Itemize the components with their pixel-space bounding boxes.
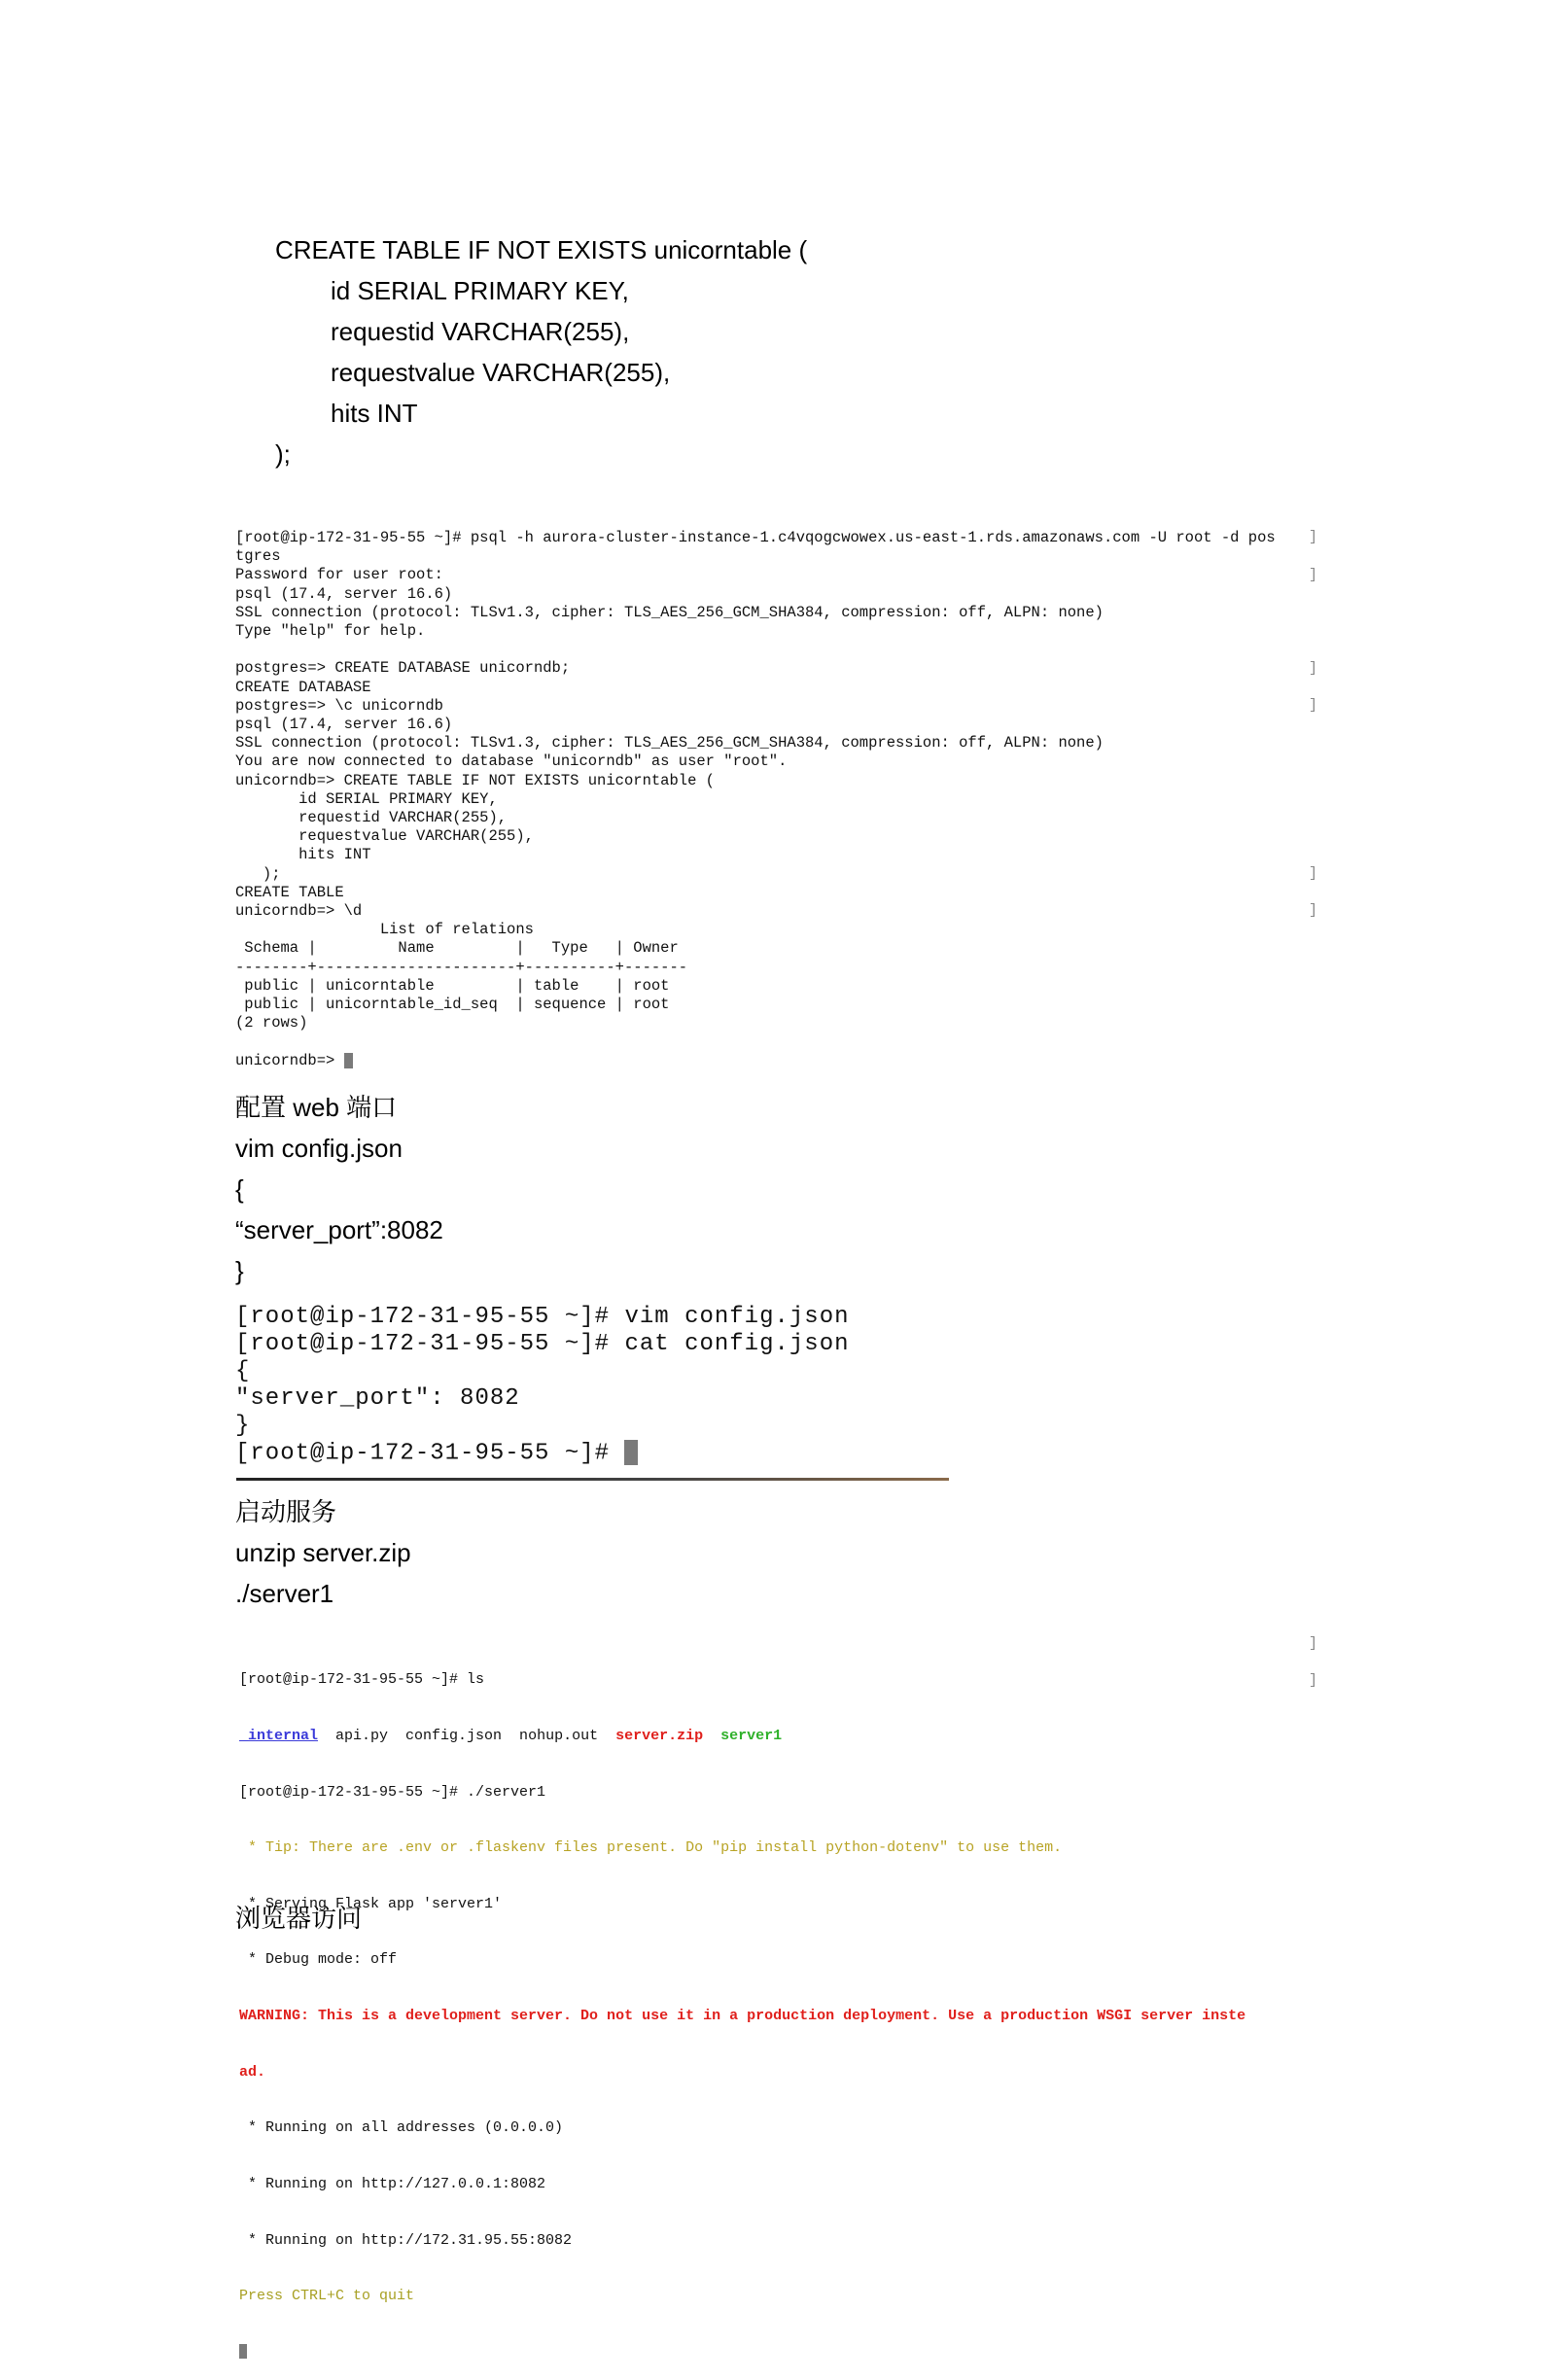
terminal-line: [root@ip-172-31-95-55 ~]# cat config.json: [235, 1331, 850, 1357]
terminal-line: unicorndb=> CREATE TABLE IF NOT EXISTS unicorntable (: [235, 771, 715, 789]
sql-line-5: hits INT: [331, 399, 418, 428]
terminal-cursor: [624, 1440, 638, 1465]
terminal-line: "server_port": 8082: [235, 1385, 520, 1412]
terminal-output: [235, 529, 1276, 1070]
sql-line-6: );: [275, 439, 291, 469]
command-vim-config: vim config.json: [235, 1134, 403, 1163]
terminal-line-serving: * Serving Flask app 'server1': [239, 1895, 503, 1912]
terminal-screenshot-psql: [235, 513, 1320, 1072]
json-open-brace: {: [235, 1174, 244, 1204]
terminal-line: [root@ip-172-31-95-55 ~]# psql -h aurora-cluster-instance-1.c4vqogcwowex.us-east-1.rds.amazonaws.com -U root -d pos: [235, 529, 1276, 546]
sql-line-1: CREATE TABLE IF NOT EXISTS unicorntable (: [275, 235, 808, 264]
terminal-line: [235, 641, 1276, 659]
terminal-line-debug: * Debug mode: off: [239, 1951, 398, 1969]
terminal-line: --------+----------------------+----------+-------: [235, 958, 688, 976]
terminal-line: requestvalue VARCHAR(255),: [235, 827, 534, 846]
command-unzip: unzip server.zip: [235, 1538, 411, 1567]
terminal-line-run: [root@ip-172-31-95-55 ~]# ./server1: [239, 1783, 546, 1801]
terminal-line-running-local: * Running on http://127.0.0.1:8082: [239, 2175, 546, 2192]
terminal-line: [root@ip-172-31-95-55 ~]#: [235, 1440, 850, 1467]
section-heading-browser-access: 浏览器访问: [235, 1904, 363, 1933]
terminal-line-press-ctrl-c: Press CTRL+C to quit: [239, 2288, 415, 2305]
terminal-screenshot-config: [235, 1286, 955, 1481]
terminal-line: SSL connection (protocol: TLSv1.3, cipher: TLS_AES_256_GCM_SHA384, compression: off, ALPN: none): [235, 734, 1104, 752]
terminal-line: postgres=> \c unicorndb: [235, 696, 443, 715]
terminal-line: hits INT: [235, 846, 371, 864]
sql-line-4: requestvalue VARCHAR(255),: [331, 358, 671, 387]
json-server-port: “server_port”:8082: [235, 1215, 443, 1244]
terminal-line: unicorndb=>: [235, 1052, 1276, 1070]
terminal-line: );: [235, 864, 281, 883]
terminal-line-running-all: * Running on all addresses (0.0.0.0): [239, 2119, 564, 2137]
terminal-cursor-line: [239, 2343, 1318, 2362]
terminal-output: [235, 1304, 850, 1467]
terminal-scroll-marker: ]: [1309, 529, 1318, 545]
sql-line-2: id SERIAL PRIMARY KEY,: [331, 276, 629, 305]
ls-item-internal: _internal: [239, 1728, 319, 1745]
terminal-line: requestid VARCHAR(255),: [235, 809, 508, 827]
terminal-line: postgres=> CREATE DATABASE unicorndb;: [235, 659, 571, 678]
command-run-server: ./server1: [235, 1579, 334, 1608]
terminal-scroll-marker: ]: [1309, 697, 1318, 714]
terminal-line: List of relations: [235, 921, 534, 939]
terminal-line-tip: * Tip: There are .env or .flaskenv files present. Do "pip install python-dotenv" to use them.: [239, 1839, 1063, 1857]
terminal-scroll-marker: ]: [1309, 902, 1318, 919]
terminal-line: CREATE DATABASE: [235, 678, 371, 696]
terminal-scroll-marker: ]: [1309, 1635, 1318, 1652]
terminal-line: tgres: [235, 547, 281, 566]
sql-line-3: requestid VARCHAR(255),: [331, 317, 630, 346]
ls-items-plain: api.py config.json nohup.out: [335, 1728, 599, 1745]
terminal-line: Password for user root:: [235, 566, 443, 584]
terminal-line: }: [235, 1413, 251, 1439]
terminal-line: {: [235, 1358, 251, 1384]
terminal-line: id SERIAL PRIMARY KEY,: [235, 789, 498, 808]
terminal-screenshot-server: [239, 1633, 1318, 2380]
terminal-line: [root@ip-172-31-95-55 ~]# vim config.json: [235, 1304, 850, 1330]
section-heading-start-service: 启动服务: [235, 1497, 337, 1526]
terminal-cursor: [239, 2344, 247, 2359]
terminal-line: [235, 1032, 1276, 1051]
terminal-scroll-marker: ]: [1309, 660, 1318, 677]
screenshot-bottom-border: [236, 1478, 949, 1481]
ls-item-server-zip: server.zip: [615, 1728, 704, 1745]
terminal-line: (2 rows): [235, 1014, 308, 1032]
section-heading-web-port: 配置 web 端口: [235, 1093, 398, 1122]
terminal-line-running-ip: * Running on http://172.31.95.55:8082: [239, 2231, 573, 2249]
terminal-line: Type "help" for help.: [235, 622, 426, 641]
json-close-brace: }: [235, 1256, 244, 1285]
terminal-scroll-marker: ]: [1309, 865, 1318, 882]
terminal-line-ls: [root@ip-172-31-95-55 ~]# ls: [239, 1671, 485, 1689]
terminal-line-warning-cont: ad.: [239, 2063, 266, 2081]
ls-item-server1: server1: [720, 1728, 783, 1745]
terminal-line-warning: WARNING: This is a development server. Do not use it in a production deployment. Use a production WSGI server inste: [239, 2008, 1246, 2025]
terminal-line: public | unicorntable_id_seq | sequence | root: [235, 996, 670, 1014]
terminal-cursor: [344, 1053, 353, 1068]
terminal-line: psql (17.4, server 16.6): [235, 716, 453, 734]
terminal-line-ls-output: [239, 1727, 1318, 1745]
terminal-line: unicorndb=> \d: [235, 902, 363, 921]
terminal-line: public | unicorntable | table | root: [235, 976, 670, 995]
terminal-scroll-marker: ]: [1309, 567, 1318, 583]
terminal-line: Schema | Name | Type | Owner: [235, 939, 679, 958]
terminal-line: You are now connected to database "unicorndb" as user "root".: [235, 752, 788, 771]
terminal-line: psql (17.4, server 16.6): [235, 584, 453, 603]
terminal-line: CREATE TABLE: [235, 883, 344, 901]
terminal-line: SSL connection (protocol: TLSv1.3, cipher: TLS_AES_256_GCM_SHA384, compression: off, ALPN: none): [235, 603, 1104, 621]
terminal-scroll-marker: ]: [1309, 1672, 1318, 1689]
